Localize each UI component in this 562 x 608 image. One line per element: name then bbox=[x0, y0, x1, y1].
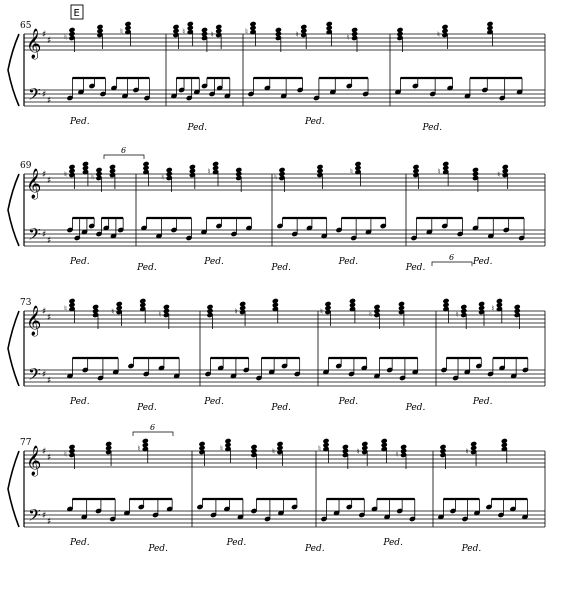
natural-icon: ♮ bbox=[64, 304, 67, 313]
treble-clef-icon: 𝄞 bbox=[26, 169, 42, 199]
natural-icon: ♮ bbox=[369, 310, 372, 319]
tuplet-bracket bbox=[432, 253, 472, 266]
pedal-mark: Ped. bbox=[383, 538, 403, 548]
natural-icon: ♮ bbox=[245, 27, 248, 36]
natural-icon: ♮ bbox=[356, 447, 360, 456]
natural-icon: ♮ bbox=[64, 33, 67, 42]
brace bbox=[8, 34, 19, 106]
natural-icon: ♮ bbox=[272, 447, 275, 456]
measure-number: 65 bbox=[20, 21, 32, 31]
sharp-icon: ♯ bbox=[47, 376, 52, 386]
natural-icon: ♮ bbox=[234, 307, 238, 316]
pedal-mark: Ped. bbox=[305, 117, 325, 127]
bass-clef-icon: 𝄢 bbox=[28, 224, 41, 248]
sharp-icon: ♯ bbox=[42, 511, 47, 521]
sharp-icon: ♯ bbox=[47, 236, 52, 246]
natural-icon: ♮ bbox=[207, 167, 211, 176]
natural-icon: ♮ bbox=[220, 444, 223, 453]
tuplet-number: 6 bbox=[121, 146, 127, 155]
pedal-mark: Ped. bbox=[472, 397, 493, 407]
brace bbox=[8, 451, 19, 527]
rehearsal-mark bbox=[71, 5, 83, 19]
natural-icon: ♮ bbox=[158, 310, 162, 319]
sharp-icon: ♯ bbox=[42, 30, 47, 40]
pedal-mark: Ped. bbox=[204, 397, 224, 407]
pedal-mark: Ped. bbox=[472, 257, 493, 267]
tuplet-line bbox=[432, 262, 472, 266]
pedal-mark: Ped. bbox=[137, 403, 157, 413]
natural-icon: ♮ bbox=[395, 450, 399, 459]
sharp-icon: ♯ bbox=[47, 517, 52, 527]
pedal-mark: Ped. bbox=[70, 397, 90, 407]
sharp-icon: ♯ bbox=[47, 176, 52, 186]
natural-icon: ♮ bbox=[137, 444, 141, 453]
sharp-icon: ♯ bbox=[42, 447, 47, 457]
pedal-mark: Ped. bbox=[70, 257, 90, 267]
natural-icon: ♮ bbox=[64, 450, 67, 459]
natural-icon: ♮ bbox=[350, 167, 353, 176]
pedal-mark: Ped. bbox=[137, 263, 157, 273]
sharp-icon: ♯ bbox=[42, 370, 47, 380]
natural-icon: ♮ bbox=[210, 30, 214, 39]
bass-clef-icon: 𝄢 bbox=[28, 505, 41, 529]
system-2 bbox=[8, 161, 545, 273]
natural-icon: ♮ bbox=[295, 30, 299, 39]
pedal-mark: Ped. bbox=[271, 403, 292, 413]
pedal-mark: Ped. bbox=[226, 538, 247, 548]
pedal-mark: Ped. bbox=[204, 257, 224, 267]
pedal-mark: Ped. bbox=[405, 263, 426, 273]
natural-icon: ♮ bbox=[346, 33, 350, 42]
natural-icon: ♮ bbox=[455, 310, 459, 319]
natural-icon: ♮ bbox=[437, 167, 441, 176]
natural-icon: ♮ bbox=[318, 444, 321, 453]
natural-icon: ♮ bbox=[161, 173, 165, 182]
pedal-mark: Ped. bbox=[405, 403, 426, 413]
natural-icon: ♮ bbox=[64, 170, 67, 179]
sharp-icon: ♯ bbox=[42, 230, 47, 240]
sharp-icon: ♯ bbox=[42, 90, 47, 100]
rehearsal-letter: E bbox=[73, 8, 80, 19]
tuplet-number: 6 bbox=[449, 253, 455, 262]
pedal-mark: Ped. bbox=[271, 263, 292, 273]
sharp-icon: ♯ bbox=[47, 313, 52, 323]
pedal-mark: Ped. bbox=[461, 544, 482, 554]
pedal-mark: Ped. bbox=[422, 123, 443, 133]
pedal-mark: Ped. bbox=[148, 544, 168, 554]
natural-icon: ♮ bbox=[320, 307, 323, 316]
sharp-icon: ♯ bbox=[42, 170, 47, 180]
pedal-mark: Ped. bbox=[70, 538, 90, 548]
natural-icon: ♮ bbox=[120, 27, 123, 36]
tuplet-bracket bbox=[104, 146, 144, 159]
tuplet-line bbox=[133, 432, 173, 436]
bass-clef-icon: 𝄢 bbox=[28, 364, 41, 388]
brace bbox=[8, 174, 19, 246]
natural-icon: ♮ bbox=[497, 170, 501, 179]
natural-icon: ♮ bbox=[465, 447, 469, 456]
tuplet-number: 6 bbox=[150, 423, 156, 432]
natural-icon: ♮ bbox=[182, 27, 186, 36]
tuplet-line bbox=[104, 155, 144, 159]
sharp-icon: ♯ bbox=[47, 453, 52, 463]
brace bbox=[8, 311, 19, 386]
bass-clef-icon: 𝄢 bbox=[28, 84, 41, 108]
natural-icon: ♮ bbox=[437, 30, 440, 39]
measure-number: 77 bbox=[20, 438, 32, 448]
natural-icon: ♮ bbox=[91, 173, 94, 182]
natural-icon: ♮ bbox=[491, 304, 495, 313]
systems bbox=[8, 5, 545, 554]
sharp-icon: ♯ bbox=[42, 307, 47, 317]
system-3 bbox=[8, 298, 545, 413]
treble-clef-icon: 𝄞 bbox=[26, 29, 42, 59]
sharp-icon: ♯ bbox=[47, 96, 52, 106]
measure-number: 73 bbox=[20, 298, 32, 308]
tuplet-bracket bbox=[133, 423, 173, 436]
system-4 bbox=[8, 438, 545, 554]
natural-icon: ♮ bbox=[274, 173, 277, 182]
treble-clef-icon: 𝄞 bbox=[26, 446, 42, 476]
pedal-mark: Ped. bbox=[305, 544, 325, 554]
pedal-mark: Ped. bbox=[187, 123, 208, 133]
natural-icon: ♮ bbox=[111, 307, 115, 316]
treble-clef-icon: 𝄞 bbox=[26, 306, 42, 336]
pedal-mark: Ped. bbox=[70, 117, 90, 127]
measure-number: 69 bbox=[20, 161, 32, 171]
system-1 bbox=[8, 21, 545, 133]
pedal-mark: Ped. bbox=[338, 257, 359, 267]
pedal-mark: Ped. bbox=[338, 397, 359, 407]
sharp-icon: ♯ bbox=[47, 36, 52, 46]
